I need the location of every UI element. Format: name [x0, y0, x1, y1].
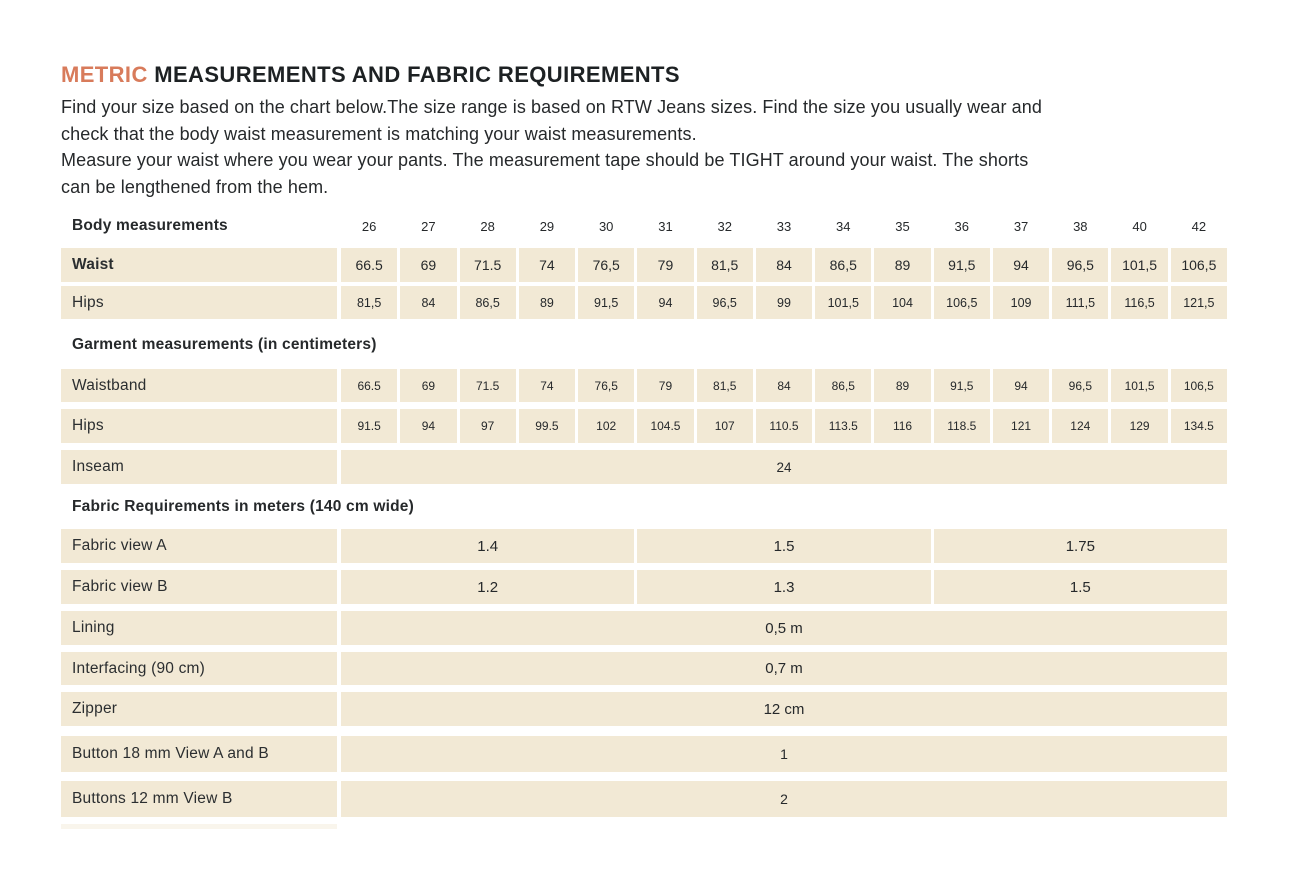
- fabric-view-a-values-grid: [341, 529, 1227, 563]
- garment-hips-value-cell: 110.5: [756, 409, 812, 443]
- garment-hips-row: [61, 409, 1227, 443]
- garment-hips-value-cell: 118.5: [934, 409, 990, 443]
- body-hips-value-cell: 86,5: [460, 286, 516, 319]
- waistband-value-cell: 74: [519, 369, 575, 402]
- fabric-view-b-label: Fabric view B: [61, 570, 337, 604]
- waistband-value-cell: 106,5: [1171, 369, 1227, 402]
- fabric-view-b-values-grid: [341, 570, 1227, 604]
- size-header-cell: 38: [1073, 218, 1088, 234]
- body-hips-value-cell: 109: [993, 286, 1049, 319]
- body-hips-value-cell: 111,5: [1052, 286, 1108, 319]
- size-header-cell: 34: [836, 218, 851, 234]
- waistband-value-cell: 71.5: [460, 369, 516, 402]
- fabric-view-b-value-cell: 1.5: [934, 570, 1227, 604]
- fabric-view-a-label: Fabric view A: [61, 529, 337, 563]
- intro-line: check that the body waist measurement is matching your waist measurements.: [61, 123, 697, 144]
- waistband-value-cell: 69: [400, 369, 456, 402]
- button-18mm-row-label: Button 18 mm View A and B: [61, 736, 337, 772]
- body-hips-row: [61, 286, 1227, 319]
- waistband-value-cell: 89: [874, 369, 930, 402]
- waistband-value-cell: 94: [993, 369, 1049, 402]
- inseam-value-cell: 24: [341, 450, 1227, 484]
- waistband-value-cell: 84: [756, 369, 812, 402]
- waistband-values-grid: [341, 369, 1227, 402]
- body-hips-value-cell: 96,5: [697, 286, 753, 319]
- body-hips-values-grid: [341, 286, 1227, 319]
- garment-hips-value-cell: 99.5: [519, 409, 575, 443]
- waistband-value-cell: 91,5: [934, 369, 990, 402]
- body-hips-value-cell: 81,5: [341, 286, 397, 319]
- waistband-row-label: Waistband: [61, 369, 337, 402]
- buttons-12mm-row-label: Buttons 12 mm View B: [61, 781, 337, 817]
- body-hips-value-cell: 94: [637, 286, 693, 319]
- garment-hips-value-cell: 124: [1052, 409, 1108, 443]
- garment-hips-row-label: Hips: [61, 409, 337, 443]
- buttons-12mm-value-cell: 2: [341, 781, 1227, 817]
- waist-value-cell: 74: [519, 248, 575, 282]
- page-title: [61, 62, 680, 88]
- body-measurements-header: Body measurements: [72, 217, 228, 234]
- waist-value-cell: 89: [874, 248, 930, 282]
- waistband-value-cell: 76,5: [578, 369, 634, 402]
- waistband-row: [61, 369, 1227, 402]
- garment-hips-value-cell: 104.5: [637, 409, 693, 443]
- garment-measurements-header: Garment measurements (in centimeters): [72, 336, 377, 353]
- waist-values-grid: [341, 248, 1227, 282]
- intro-line: Find your size based on the chart below.The size range is based on RTW Jeans sizes. Find the size you usually wear and: [61, 97, 1042, 117]
- waistband-value-cell: 86,5: [815, 369, 871, 402]
- size-header-cell: 30: [598, 218, 614, 234]
- garment-hips-value-cell: 116: [874, 409, 930, 443]
- garment-hips-value-cell: 107: [697, 409, 753, 443]
- size-header-cell: 32: [717, 218, 732, 234]
- intro-text: [61, 94, 1221, 200]
- waistband-value-cell: 79: [637, 369, 693, 402]
- garment-hips-value-cell: 102: [578, 409, 634, 443]
- body-hips-value-cell: 116,5: [1111, 286, 1167, 319]
- inseam-row-label: Inseam: [61, 450, 337, 484]
- waistband-value-cell: 81,5: [697, 369, 753, 402]
- body-hips-value-cell: 89: [519, 286, 575, 319]
- lining-value-cell: 0,5 m: [341, 611, 1227, 645]
- waist-value-cell: 101,5: [1111, 248, 1167, 282]
- size-header-cell: 26: [361, 218, 377, 234]
- size-header-cell: 27: [421, 218, 436, 234]
- buttons-12mm-row: [61, 781, 1227, 817]
- fabric-view-a-value-cell: 1.75: [934, 529, 1227, 563]
- size-header-cell: 28: [480, 218, 495, 234]
- size-header-cell: 37: [1013, 218, 1029, 234]
- waist-value-cell: 86,5: [815, 248, 871, 282]
- waist-value-cell: 66.5: [341, 248, 397, 282]
- size-header-cell: 33: [776, 218, 792, 234]
- waist-value-cell: 71.5: [460, 248, 516, 282]
- waistband-value-cell: 66.5: [341, 369, 397, 402]
- fabric-view-b-value-cell: 1.3: [637, 570, 930, 604]
- interfacing-value-cell: 0,7 m: [341, 652, 1227, 685]
- body-hips-row-label: Hips: [61, 286, 337, 319]
- garment-hips-value-cell: 97: [460, 409, 516, 443]
- waist-value-cell: 76,5: [578, 248, 634, 282]
- waist-value-cell: 84: [756, 248, 812, 282]
- waist-value-cell: 81,5: [697, 248, 753, 282]
- size-header-cell: 29: [539, 218, 555, 234]
- fabric-view-b-row: [61, 570, 1227, 604]
- interfacing-row-label: Interfacing (90 cm): [61, 652, 337, 685]
- body-hips-value-cell: 91,5: [578, 286, 634, 319]
- waist-value-cell: 91,5: [934, 248, 990, 282]
- waist-value-cell: 96,5: [1052, 248, 1108, 282]
- zipper-row: [61, 692, 1227, 726]
- zipper-row-label: Zipper: [61, 692, 337, 726]
- lining-row-label: Lining: [61, 611, 337, 645]
- waistband-value-cell: 96,5: [1052, 369, 1108, 402]
- body-hips-value-cell: 121,5: [1171, 286, 1227, 319]
- body-hips-value-cell: 104: [874, 286, 930, 319]
- garment-hips-value-cell: 91.5: [341, 409, 397, 443]
- garment-hips-values-grid: [341, 409, 1227, 443]
- intro-line: can be lengthened from the hem.: [61, 176, 329, 197]
- button-18mm-value-cell: 1: [341, 736, 1227, 772]
- size-header-cell: 36: [954, 218, 970, 234]
- size-header-cell: 40: [1132, 218, 1147, 234]
- waist-value-cell: 69: [400, 248, 456, 282]
- fabric-view-a-row: [61, 529, 1227, 563]
- cropped-row-remnant: [61, 824, 337, 829]
- size-header-cell: 35: [895, 218, 910, 234]
- garment-hips-value-cell: 113.5: [815, 409, 871, 443]
- fabric-view-a-value-cell: 1.5: [637, 529, 930, 563]
- size-header-cell: 31: [658, 218, 673, 234]
- garment-hips-value-cell: 134.5: [1171, 409, 1227, 443]
- body-hips-value-cell: 99: [756, 286, 812, 319]
- garment-hips-value-cell: 94: [400, 409, 456, 443]
- size-header-cell: 42: [1191, 218, 1207, 234]
- body-hips-value-cell: 84: [400, 286, 456, 319]
- lining-row: [61, 611, 1227, 645]
- fabric-view-b-value-cell: 1.2: [341, 570, 634, 604]
- body-hips-value-cell: 106,5: [934, 286, 990, 319]
- waist-value-cell: 94: [993, 248, 1049, 282]
- inseam-row: [61, 450, 1227, 484]
- waist-value-cell: 106,5: [1171, 248, 1227, 282]
- zipper-value-cell: 12 cm: [341, 692, 1227, 726]
- waist-row-label: Waist: [61, 248, 337, 282]
- garment-hips-value-cell: 121: [993, 409, 1049, 443]
- body-measurements-header-row: [61, 210, 1227, 242]
- body-hips-value-cell: 101,5: [815, 286, 871, 319]
- garment-hips-value-cell: 129: [1111, 409, 1167, 443]
- fabric-header-row: [61, 492, 1227, 522]
- garment-header-row: [61, 330, 1227, 360]
- size-header-grid: [341, 210, 1227, 242]
- interfacing-row: [61, 652, 1227, 685]
- fabric-requirements-header: Fabric Requirements in meters (140 cm wide): [72, 498, 414, 515]
- waist-value-cell: 79: [637, 248, 693, 282]
- page-title-rest: MEASUREMENTS AND FABRIC REQUIREMENTS: [147, 62, 680, 87]
- button-18mm-row: [61, 736, 1227, 772]
- page-title-accent: METRIC: [61, 62, 148, 87]
- intro-line: Measure your waist where you wear your pants. The measurement tape should be TIGHT around your waist. The shorts: [61, 150, 1029, 170]
- fabric-view-a-value-cell: 1.4: [341, 529, 634, 563]
- waist-row: [61, 248, 1227, 282]
- waistband-value-cell: 101,5: [1111, 369, 1167, 402]
